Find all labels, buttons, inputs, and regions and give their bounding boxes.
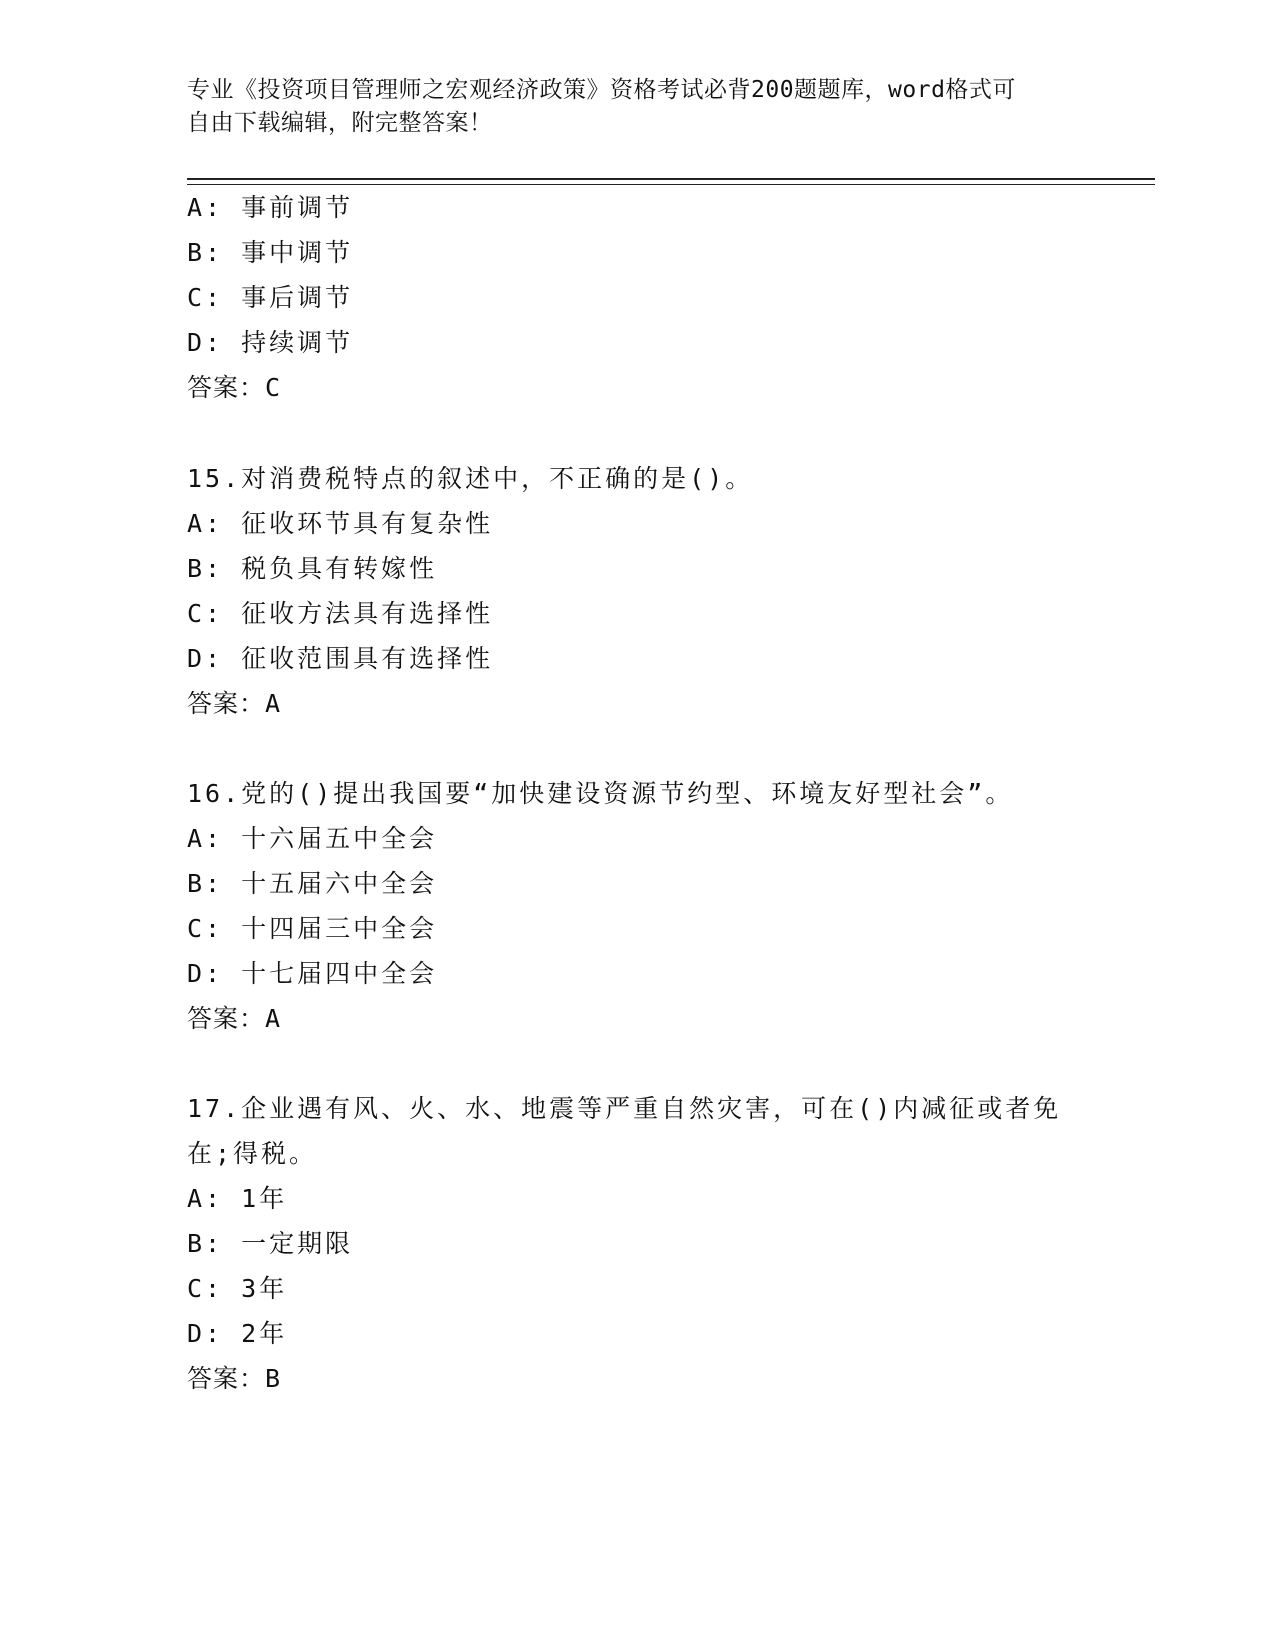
q17-option-a: A: 1年: [187, 1184, 288, 1213]
q17-option-b: B: 一定期限: [187, 1229, 354, 1258]
q14-option-b: B: 事中调节: [187, 238, 354, 267]
q17-option-d: D: 2年: [187, 1319, 288, 1348]
q14-answer: 答案：C: [187, 373, 282, 402]
q15-option-c: C: 征收方法具有选择性: [187, 599, 494, 628]
document-header: [187, 74, 1087, 140]
q14-option-a: A: 事前调节: [187, 193, 354, 222]
q16-option-c: C: 十四届三中全会: [187, 914, 438, 943]
q15-answer: 答案：A: [187, 689, 282, 718]
header-rule-top: [187, 178, 1155, 180]
q16-option-a: A: 十六届五中全会: [187, 824, 438, 853]
header-line-2: 自由下载编辑，附完整答案！: [187, 110, 493, 136]
q15-stem: 15.对消费税特点的叙述中，不正确的是()。: [187, 464, 754, 493]
q15-option-d: D: 征收范围具有选择性: [187, 644, 494, 673]
q16-option-d: D: 十七届四中全会: [187, 959, 438, 988]
q15-option-b: B: 税负具有转嫁性: [187, 554, 438, 583]
q15-option-a: A: 征收环节具有复杂性: [187, 509, 494, 538]
q17-answer: 答案：B: [187, 1364, 282, 1393]
q16-answer: 答案：A: [187, 1004, 282, 1033]
q14-option-d: D: 持续调节: [187, 328, 354, 357]
header-line-1: 专业《投资项目管理师之宏观经济政策》资格考试必背200题题库，word格式可: [187, 77, 1016, 103]
q17-stem-line-1: 17.企业遇有风、火、水、地震等严重自然灾害，可在()内减征或者免: [187, 1094, 1062, 1123]
q16-stem: 16.党的()提出我国要“加快建设资源节约型、环境友好型社会”。: [187, 779, 1014, 808]
q17-option-c: C: 3年: [187, 1274, 288, 1303]
q16-option-b: B: 十五届六中全会: [187, 869, 438, 898]
header-rule-bottom: [187, 184, 1155, 185]
q14-option-c: C: 事后调节: [187, 283, 354, 312]
q17-stem-line-2: 在;得税。: [187, 1139, 318, 1168]
